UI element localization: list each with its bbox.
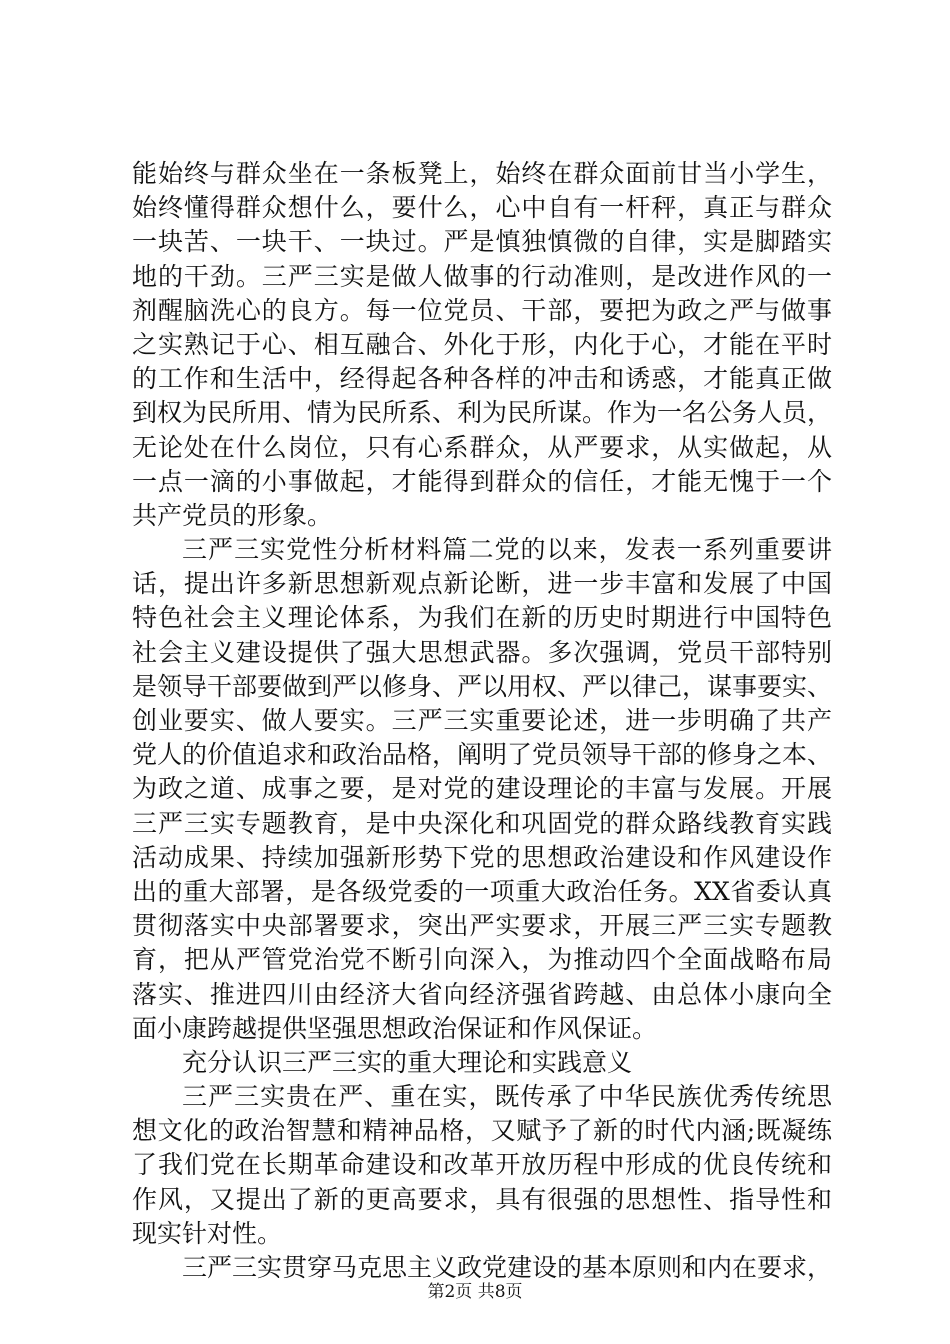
- text-line: 想文化的政治智慧和精神品格，又赋予了新的时代内涵;既凝练: [132, 1116, 832, 1146]
- text-line: 社会主义建设提供了强大思想武器。多次强调，党员干部特别: [132, 637, 832, 667]
- text-line: 能始终与群众坐在一条板凳上，始终在群众面前甘当小学生，: [132, 159, 832, 188]
- text-line: 共产党员的形象。: [132, 500, 333, 530]
- text-line: 三严三实专题教育，是中央深化和巩固党的群众路线教育实践: [132, 808, 832, 838]
- text-line: 贯彻落实中央部署要求，突出严实要求，开展三严三实专题教: [132, 911, 832, 941]
- text-line: 出的重大部署，是各级党委的一项重大政治任务。XX省委认真: [132, 876, 832, 906]
- text-line: 特色社会主义理论体系，为我们在新的历史时期进行中国特色: [132, 603, 832, 633]
- text-line: 创业要实、做人要实。三严三实重要论述，进一步明确了共产: [132, 706, 832, 735]
- text-line: 的工作和生活中，经得起各种各样的冲击和诱惑，才能真正做: [132, 364, 832, 394]
- text-line: 落实、推进四川由经济大省向经济强省跨越、由总体小康向全: [132, 979, 832, 1009]
- text-line: 剂醒脑洗心的良方。每一位党员、干部，要把为政之严与做事: [132, 295, 832, 325]
- text-line: 一块苦、一块干、一块过。严是慎独慎微的自律，实是脚踏实: [132, 227, 832, 257]
- text-line: 到权为民所用、情为民所系、利为民所谋。作为一名公务人员，: [132, 398, 833, 428]
- text-line: 党人的价值追求和政治品格，阐明了党员领导干部的修身之本、: [132, 740, 833, 770]
- text-line: 之实熟记于心、相互融合、外化于形，内化于心，才能在平时: [132, 329, 832, 359]
- text-line: 三严三实贯穿马克思主义政党建设的基本原则和内在要求，: [182, 1253, 833, 1282]
- body-text: [132, 157, 832, 1285]
- text-line: 为政之道、成事之要，是对党的建设理论的丰富与发展。开展: [132, 774, 832, 804]
- text-line: 无论处在什么岗位，只有心系群众，从严要求，从实做起，从: [132, 432, 832, 462]
- text-line: 一点一滴的小事做起，才能得到群众的信任，才能无愧于一个: [132, 466, 832, 496]
- text-line: 作风，又提出了新的更高要求，具有很强的思想性、指导性和: [132, 1184, 832, 1214]
- text-line: 现实针对性。: [132, 1218, 283, 1248]
- text-line: 三严三实党性分析材料篇二党的以来，发表一系列重要讲: [182, 535, 832, 565]
- page-footer: 第2页 共8页: [427, 1282, 523, 1302]
- text-line: 地的干劲。三严三实是做人做事的行动准则，是改进作风的一: [132, 261, 832, 291]
- text-line: 是领导干部要做到严以修身、严以用权、严以律己，谋事要实、: [132, 671, 833, 701]
- text-line: 活动成果、持续加强新形势下党的思想政治建设和作风建设作: [132, 842, 832, 872]
- text-line: 了我们党在长期革命建设和改革开放历程中形成的优良传统和: [132, 1150, 832, 1180]
- text-line: 话，提出许多新思想新观点新论断，进一步丰富和发展了中国: [132, 569, 832, 599]
- text-line: 育，把从严管党治党不断引向深入，为推动四个全面战略布局: [132, 945, 832, 975]
- text-line: 三严三实贵在严、重在实，既传承了中华民族优秀传统思: [182, 1082, 832, 1112]
- text-line: 充分认识三严三实的重大理论和实践意义: [182, 1047, 633, 1077]
- text-line: 面小康跨越提供坚强思想政治保证和作风保证。: [132, 1013, 658, 1043]
- text-line: 始终懂得群众想什么，要什么，心中自有一杆秤，真正与群众: [132, 193, 832, 223]
